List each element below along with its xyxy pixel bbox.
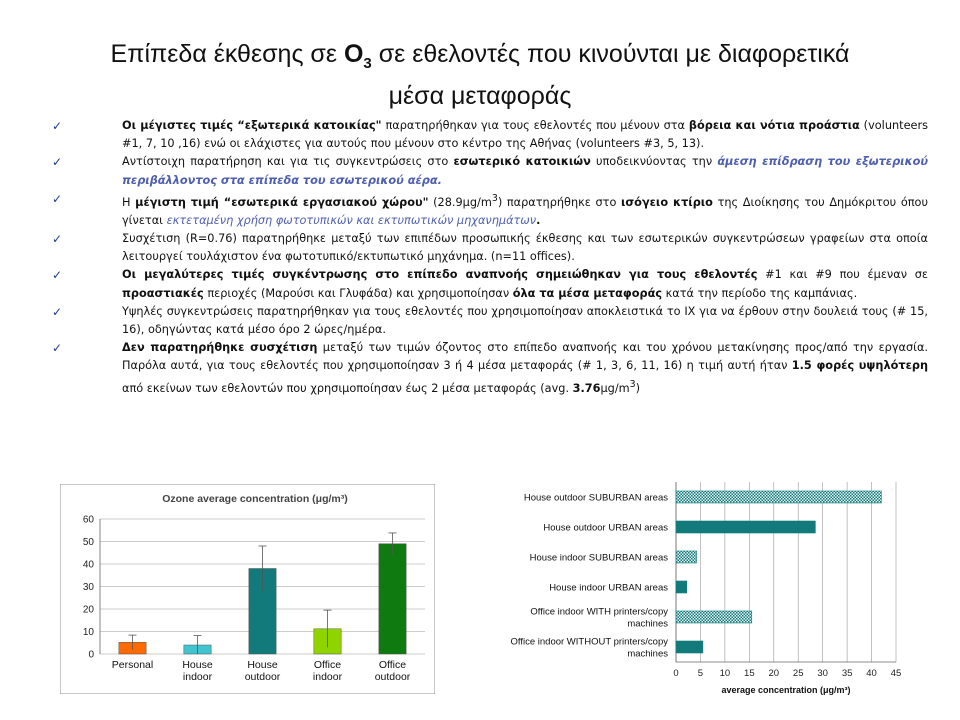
- y-tick-label: 10: [82, 627, 94, 638]
- checkmark-icon: ✓: [52, 155, 63, 170]
- category-label: House indoor SUBURBAN areas: [529, 552, 668, 564]
- x-tick-label: 30: [817, 668, 828, 679]
- bullet-item: ✓ Συσχέτιση (R=0.76) παρατηρήθηκε μεταξύ των επιπέδων προσωπικής έκθεσης και των εσωτερικών συγκεντρώσεων γραφείων στα οποία λειτουργεί τουλάχιστον ένα φωτοτυπικό/εκτυπωτικό μηχάνημα. (n=11 offices).: [52, 231, 928, 264]
- x-tick-label: 25: [792, 668, 804, 679]
- category-label: House: [247, 659, 278, 671]
- category-label: indoor: [312, 671, 343, 683]
- x-tick-label: 35: [841, 668, 853, 679]
- y-tick-label: 20: [82, 604, 94, 616]
- title-line-2: μέσα μεταφοράς: [388, 82, 572, 110]
- category-label: Office indoor WITHOUT printers/copy: [510, 636, 668, 648]
- average-concentration-horizontal-bar-chart: [478, 480, 910, 700]
- checkmark-icon: ✓: [52, 341, 63, 356]
- bar: [676, 491, 881, 503]
- category-label: Office: [378, 659, 407, 671]
- category-label: machines: [627, 648, 668, 660]
- checkmark-icon: ✓: [52, 268, 63, 283]
- bullet-item: ✓ Αντίστοιχη παρατήρηση και για τις συγκεντρώσεις στο εσωτερικό κατοικιών υποδεικνύοντας την άμεση επίδραση του εξωτερικού περιβάλλοντος στα επίπεδα του εσωτερικού αέρα.: [52, 155, 928, 187]
- checkmark-icon: ✓: [52, 119, 63, 133]
- y-tick-label: 40: [82, 559, 94, 571]
- bullet-item: ✓ Υψηλές συγκεντρώσεις παρατηρήθηκαν για τους εθελοντές που χρησιμοποίησαν αποκλειστικά το ΙΧ για να έρθουν στην δουλειά τους (# 15, 16), οδηγώντας κατά μέσο όρο 2 ώρες/ημέρα.: [52, 304, 928, 336]
- x-tick-label: 5: [697, 668, 704, 679]
- category-label: Office: [313, 659, 342, 671]
- bullet-item: ✓ Δεν παρατηρήθηκε συσχέτιση μεταξύ των τιμών όζοντος στο επίπεδο αναπνοής και του χρόνου μετακίνησης προς/από την εργασία. Παρόλα αυτά, για τους εθελοντές που χρησιμοποίησαν 3 ή 4 μέσα μεταφοράς (# 1, 3, 6, 11, 16) η τιμή αυτή ήταν 1.5 φορές υψηλότερη από εκείνων των εθελοντών που χρησιμοποίησαν έως 2 μέσα μεταφοράς (avg. $3.76\mu g/m^3$): [52, 341, 929, 395]
- x-tick-label: 10: [719, 668, 731, 679]
- bar: [676, 641, 703, 653]
- checkmark-icon: ✓: [52, 191, 63, 206]
- y-tick-label: 30: [82, 582, 94, 593]
- category-label: House indoor URBAN areas: [549, 582, 668, 594]
- title-line-1: Επίπεδα έκθεσης σε $O_3$ σε εθελοντές που κινούνται με διαφορετικά: [110, 40, 850, 72]
- ozone-average-bar-chart: [60, 484, 435, 694]
- checkmark-icon: ✓: [52, 231, 63, 246]
- x-tick-label: 45: [890, 668, 902, 679]
- category-label: machines: [627, 618, 668, 630]
- category-label: House outdoor SUBURBAN areas: [523, 492, 668, 504]
- y-tick-label: 60: [82, 514, 94, 526]
- checkmark-icon: ✓: [52, 304, 63, 319]
- bar: [676, 581, 687, 593]
- bar: [379, 544, 406, 654]
- slide-title: [40, 38, 920, 113]
- bullet-item: ✓ Η μέγιστη τιμή “εσωτερικά εργασιακού χώρου" $(28.9\mu g/m^3)$ παρατηρήθηκε στο ισόγειο κτίριο της Διοίκησης του Δημόκριτου όπου γίνεται εκτεταμένη χρήση φωτοτυπικών και εκτυπωτικών μηχανημάτων.: [52, 191, 929, 227]
- x-tick-label: 15: [744, 668, 755, 679]
- category-label: indoor: [182, 671, 213, 683]
- category-label: outdoor: [244, 671, 281, 683]
- bullet-item: ✓ Οι μέγιστες τιμές “εξωτερικά κατοικίας" παρατηρήθηκαν για τους εθελοντές που μένουν στα βόρεια και νότια προάστια (volunteers #1, 7, 10 ,16) ενώ οι ελάχιστες για αυτούς που μένουν στο κέντρο της Αθήνας (volunteers #3, 5, 13).: [52, 119, 928, 151]
- bar: [676, 521, 815, 533]
- bar: [676, 611, 752, 623]
- category-label: House: [182, 659, 213, 671]
- x-tick-label: 20: [768, 668, 780, 679]
- x-tick-label: 0: [673, 668, 679, 679]
- chart-title: Ozone average concentration (μg/m³): [162, 493, 348, 505]
- category-label: Personal: [111, 659, 154, 671]
- x-axis-label: average concentration (μg/m³): [721, 685, 851, 695]
- category-label: Office indoor WITH printers/copy: [530, 606, 668, 618]
- y-tick-label: 50: [82, 537, 94, 548]
- category-label: House outdoor URBAN areas: [543, 522, 668, 534]
- x-tick-label: 40: [866, 668, 877, 679]
- category-label: outdoor: [374, 671, 411, 683]
- bullet-list: [52, 117, 928, 398]
- y-tick-label: 0: [88, 649, 94, 661]
- bar: [676, 551, 697, 563]
- bullet-item: ✓ Οι μεγαλύτερες τιμές συγκέντρωσης στο επίπεδο αναπνοής σημειώθηκαν για τους εθελοντές #1 και #9 που έμεναν σε προαστιακές περιοχές (Μαρούσι και Γλυφάδα) και χρησιμοποίησαν όλα τα μέσα μεταφοράς κατά την περίοδο της καμπάνιας.: [52, 268, 928, 300]
